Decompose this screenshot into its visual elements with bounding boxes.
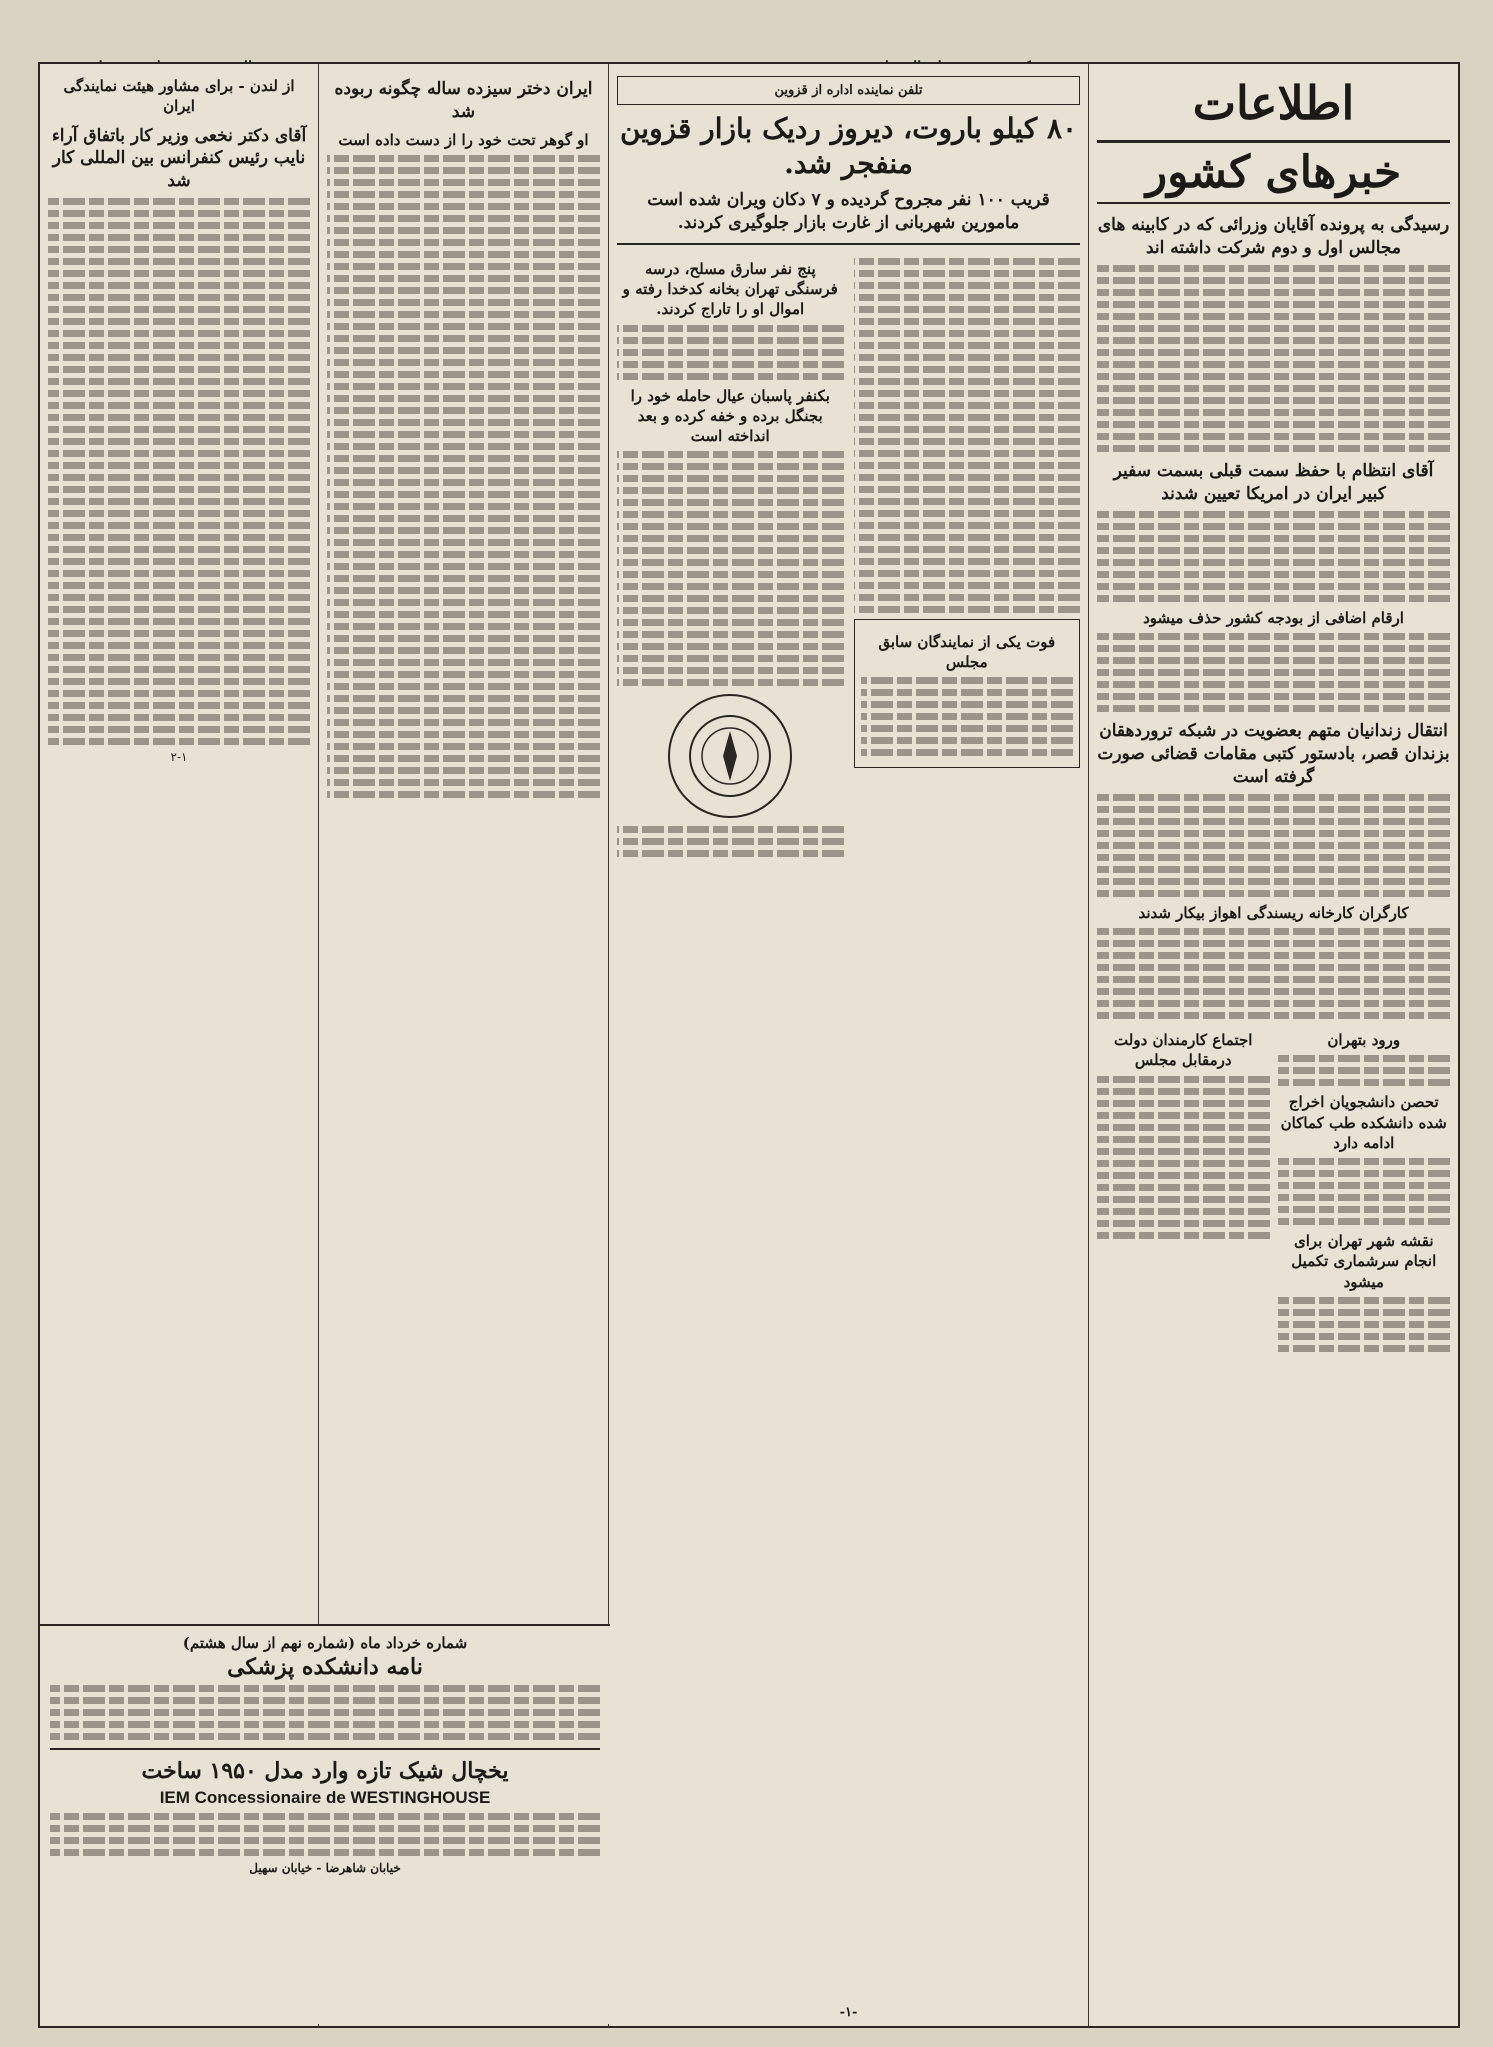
box-label: ۲-۱ — [170, 750, 188, 765]
column-main-story — [608, 64, 1088, 2026]
newspaper-page — [38, 62, 1460, 2028]
headline-arrival: ورود بتهران — [1327, 1031, 1401, 1050]
insurance-emblem-icon — [668, 694, 792, 818]
ads-area — [40, 1624, 610, 2024]
headline-ministers: رسیدگی به پرونده آقایان وزرائی که در کابینه های مجالس اول و دوم شرکت داشته اند — [1097, 215, 1450, 258]
headline-budget: ارقام اضافی از بودجه کشور حذف میشود — [1143, 608, 1404, 627]
ad-fridge-brand: IEM Concessionaire de WESTINGHOUSE — [159, 1788, 491, 1807]
headline-census-map: نقشه شهر تهران برای انجام سرشماری تکمیل میشود — [1291, 1232, 1437, 1291]
masthead-title: اطلاعات — [1192, 76, 1355, 130]
headline-policeman: بکنفر پاسبان عیال حامله خود را بجنگل برده و خفه کرده و بعد انداخته است — [630, 386, 830, 446]
main-headline: ۸۰ کیلو باروت، دیروز ردیک بازار قزوین منفجر شد. — [619, 112, 1078, 180]
ad-fridge-address: خیابان شاهرضا - خیابان سهیل — [249, 1861, 401, 1875]
headline-students: تحصن دانشجویان اخراج شده دانشکده طب کماکان ادامه دارد — [1280, 1093, 1447, 1152]
ad-fridge-title: یخچال شیک تازه وارد مدل ۱۹۵۰ ساخت — [141, 1758, 509, 1784]
kicker-london: از لندن - برای مشاور هیئت نمایندگی ایران — [63, 77, 295, 116]
ad-journal-name: نامه دانشکده پزشکی — [227, 1654, 423, 1680]
headline-prisoners: انتقال زندانیان متهم بعضویت در شبکه تروردهقان بزندان قصر، بادستور کتبی مقامات قضائی صورت گرفته است — [1097, 721, 1450, 787]
section-title: خبرهای کشور — [1097, 140, 1450, 204]
column-national-news — [1088, 64, 1458, 2026]
headline-entezam: آقای انتظام با حفظ سمت قبلی بسمت سفیر کبیر ایران در امریکا تعیین شدند — [1113, 460, 1434, 504]
page-number: -۱- — [839, 2005, 858, 2020]
kicker: تلفن نماینده اداره از قزوین — [617, 76, 1080, 105]
headline-robbers: پنج نفر سارق مسلح، درسه فرسنگی تهران بخانه کدخدا رفته و اموال او را تاراج کردند. — [622, 259, 838, 319]
ad-issue-title: شماره خرداد ماه (شماره نهم از سال هشتم) — [182, 1634, 468, 1652]
headline-employees: اجتماع کارمندان دولت درمقابل مجلس — [1114, 1031, 1253, 1070]
death-headline: فوت یکی از نمایندگان سابق مجلس — [878, 632, 1056, 672]
headline-girl: ایران دختر سیزده ساله چگونه ربوده شد — [334, 79, 593, 122]
headline-nakhai: آقای دکتر نخعی وزیر کار باتفاق آراء نایب رئیس کنفرانس بین المللی کار شد — [51, 125, 307, 192]
subheadline-girl: او گوهر تحت خود را از دست داده است — [338, 130, 589, 149]
headline-ahvaz-workers: کارگران کارخانه ریسندگی اهواز بیکار شدند — [1138, 903, 1409, 922]
main-subheadline: قریب ۱۰۰ نفر مجروح گردیده و ۷ دکان ویران شده است مامورین شهربانی از غارت بازار جلوگیری کردند. — [647, 190, 1050, 233]
